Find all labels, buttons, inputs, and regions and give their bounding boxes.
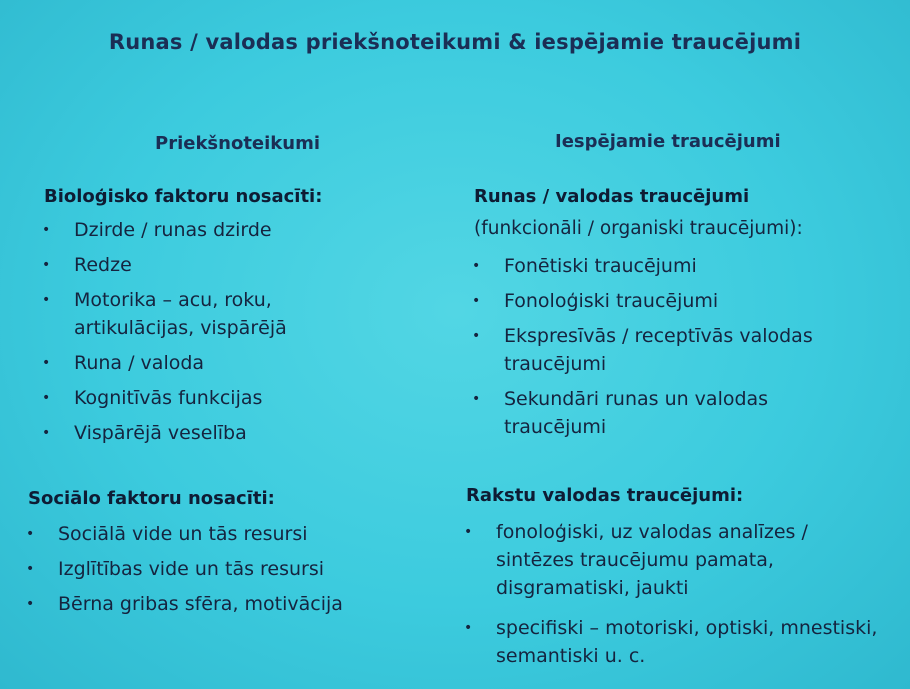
- bio-factors-list: [40, 216, 420, 447]
- list-item: • Izglītības vide un tās resursi: [24, 555, 424, 583]
- list-item: • Runa / valoda: [40, 349, 420, 377]
- bullet-icon: •: [42, 222, 51, 238]
- left-column-heading: Priekšnoteikumi: [155, 133, 321, 154]
- speech-disorders-subtitle: (funkcionāli / organiski traucējumi):: [474, 218, 803, 239]
- right-column-heading: Iespējamie traucējumi: [555, 131, 781, 152]
- slide-title: Runas / valodas priekšnoteikumi & iespējamie traucējumi: [108, 30, 802, 54]
- writing-disorders-list: [462, 518, 882, 670]
- bullet-icon: •: [42, 257, 51, 273]
- list-item: • Fonētiski traucējumi: [470, 252, 890, 280]
- list-item: • Ekspresīvās / receptīvās valodas traucējumi: [470, 322, 904, 378]
- list-item: • Motorika – acu, roku, artikulācijas, vispārējā: [40, 286, 344, 342]
- bullet-icon: •: [472, 293, 481, 309]
- bullet-icon: •: [26, 561, 35, 577]
- list-item: • fonoloģiski, uz valodas analīzes / sintēzes traucējumu pamata, disgramatiski, jaukti: [462, 518, 882, 602]
- bullet-icon: •: [464, 620, 473, 636]
- bullet-icon: •: [42, 390, 51, 406]
- social-factors-list: [24, 520, 424, 618]
- bullet-icon: •: [42, 425, 51, 441]
- list-item: • specifiski – motoriski, optiski, mnestiski, semantiski u. c.: [462, 614, 896, 670]
- list-item: • Sekundāri runas un valodas traucējumi: [470, 385, 854, 441]
- list-item: • Kognitīvās funkcijas: [40, 384, 420, 412]
- list-item: • Vispārējā veselība: [40, 419, 420, 447]
- speech-disorders-list: [470, 252, 890, 441]
- bullet-icon: •: [472, 258, 481, 274]
- bio-factors-heading: Bioloģisko faktoru nosacīti:: [44, 186, 323, 207]
- social-factors-heading: Sociālo faktoru nosacīti:: [28, 488, 275, 509]
- bullet-icon: •: [464, 524, 473, 540]
- list-item: • Bērna gribas sfēra, motivācija: [24, 590, 424, 618]
- bullet-icon: •: [42, 292, 51, 308]
- list-item: • Dzirde / runas dzirde: [40, 216, 420, 244]
- bullet-icon: •: [26, 526, 35, 542]
- list-item: • Sociālā vide un tās resursi: [24, 520, 424, 548]
- bullet-icon: •: [42, 355, 51, 371]
- writing-disorders-heading: Rakstu valodas traucējumi:: [466, 485, 744, 506]
- speech-disorders-heading: Runas / valodas traucējumi: [474, 186, 750, 207]
- list-item: • Redze: [40, 251, 420, 279]
- bullet-icon: •: [472, 391, 481, 407]
- bullet-icon: •: [472, 328, 481, 344]
- list-item: • Fonoloģiski traucējumi: [470, 287, 890, 315]
- bullet-icon: •: [26, 596, 35, 612]
